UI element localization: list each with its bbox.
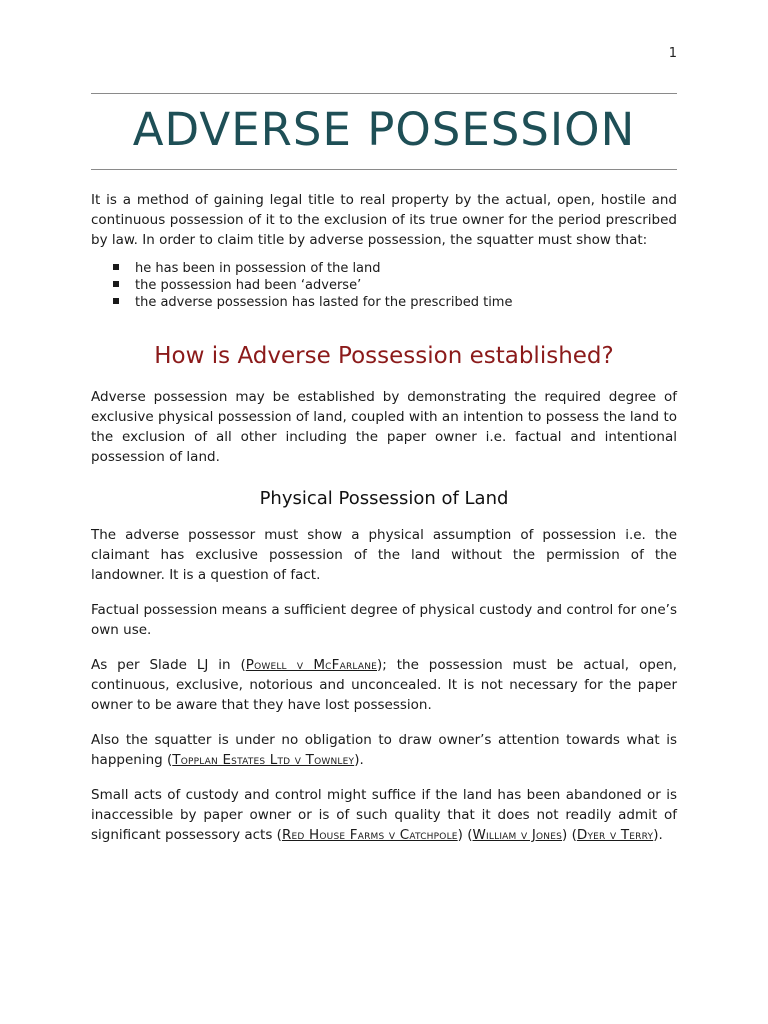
case-citation-william-v-jones: William v Jones bbox=[472, 827, 563, 843]
list-item bbox=[91, 277, 677, 294]
case-citation-dyer-v-terry: Dyer v Terry bbox=[576, 827, 654, 843]
list-item bbox=[91, 294, 677, 311]
text-fragment: Also the squatter is under no obligation to draw owner’s attention towards what is happening ( bbox=[91, 732, 677, 768]
text-fragment: ); the possession must be actual, open, continuous, exclusive, notorious and unconcealed. It is not necessary for the paper owner to be aware that they have lost possession. bbox=[91, 657, 677, 713]
text-fragment: Small acts of custody and control might suffice if the land has been abandoned or is inaccessible by paper owner or is of such quality that it does not readily admit of significant possessory acts ( bbox=[91, 787, 677, 843]
list-item-text: the possession had been ‘adverse’ bbox=[135, 278, 362, 293]
section-heading-established: How is Adverse Possession established? bbox=[154, 343, 614, 369]
text-fragment: ) ( bbox=[457, 827, 473, 843]
list-item-text: the adverse possession has lasted for the prescribed time bbox=[135, 295, 513, 310]
square-bullet-icon bbox=[113, 264, 119, 270]
intro-paragraph: It is a method of gaining legal title to real property by the actual, open, hostile and continuous possession of it to the exclusion of its true owner for the period prescribed by law. In order to claim title by adverse possession, the squatter must show that: bbox=[91, 192, 677, 248]
case-citation-topplan-estates: Topplan Estates Ltd v Townley bbox=[172, 752, 355, 768]
factual-possession-paragraph: Factual possession means a sufficient degree of physical custody and control for one’s own use. bbox=[91, 602, 677, 638]
case-citation-red-house-farms: Red House Farms v Catchpole bbox=[281, 827, 458, 843]
document-body bbox=[91, 190, 677, 860]
physical-possession-paragraph-1: The adverse possessor must show a physical assumption of possession i.e. the claimant has exclusive possession of the land without the permission of the landowner. It is a question of fact. bbox=[91, 527, 677, 583]
square-bullet-icon bbox=[113, 281, 119, 287]
document-title: ADVERSE POSESSION bbox=[132, 103, 636, 156]
text-fragment: As per Slade LJ in ( bbox=[91, 657, 246, 673]
case-citation-powell-v-mcfarlane: Powell v McFarlane bbox=[245, 657, 378, 673]
text-fragment: ). bbox=[653, 827, 663, 843]
title-rule-top bbox=[91, 93, 677, 94]
intro-bullet-list bbox=[91, 260, 677, 311]
squatter-obligation-paragraph bbox=[91, 730, 677, 770]
title-rule-bottom bbox=[91, 169, 677, 170]
established-paragraph: Adverse possession may be established by demonstrating the required degree of exclusive physical possession of land, coupled with an intention to possess the land to the exclusion of all other including the paper owner i.e. factual and intentional possession of land. bbox=[91, 389, 677, 465]
slade-lj-paragraph bbox=[91, 655, 677, 715]
square-bullet-icon bbox=[113, 298, 119, 304]
text-fragment: ) ( bbox=[562, 827, 577, 843]
small-acts-paragraph bbox=[91, 785, 677, 845]
section-heading-physical-possession: Physical Possession of Land bbox=[259, 488, 509, 509]
page-number: 1 bbox=[668, 46, 677, 61]
text-fragment: ). bbox=[354, 752, 364, 768]
list-item bbox=[91, 260, 677, 277]
list-item-text: he has been in possession of the land bbox=[135, 261, 381, 276]
